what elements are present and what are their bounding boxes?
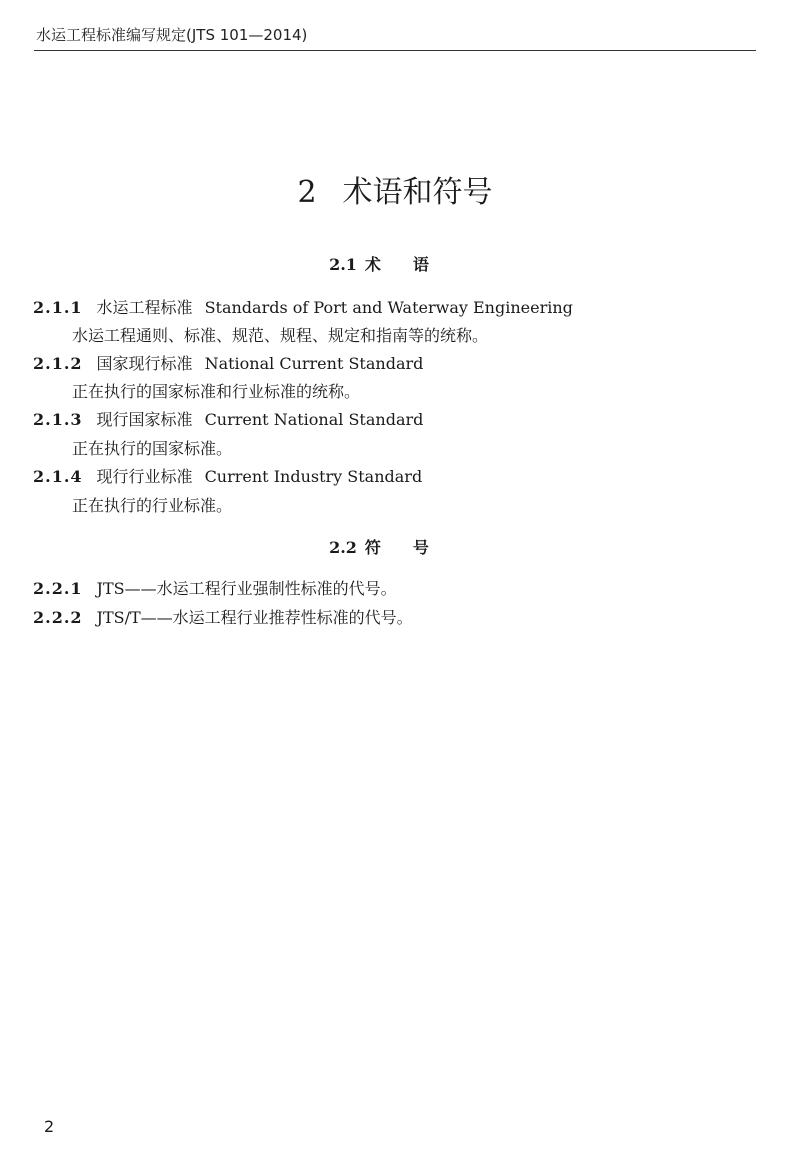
- symbol-clause: [33, 577, 397, 601]
- term-zh: 国家现行标准: [96, 354, 193, 373]
- page-number: 2: [44, 1117, 55, 1136]
- clause-number: 2.1.3: [33, 410, 83, 429]
- chapter-title-text: 术语和符号: [342, 175, 493, 210]
- clause-number: 2.1.4: [33, 467, 83, 486]
- term-definition: 水运工程通则、标准、规范、规程、规定和指南等的统称。: [72, 326, 489, 345]
- clause-number: 2.1.2: [33, 354, 83, 373]
- term-clause: [33, 465, 422, 489]
- term-definition: 正在执行的国家标准。: [72, 439, 233, 458]
- term-clause: [33, 408, 423, 432]
- section-title: 符号: [364, 538, 461, 557]
- term-clause: [33, 296, 573, 320]
- clause-number: 2.1.1: [33, 298, 83, 317]
- symbol-text: JTS/T——水运工程行业推荐性标准的代号。: [96, 608, 413, 627]
- term-zh: 现行国家标准: [96, 410, 193, 429]
- term-definition: 正在执行的国家标准和行业标准的统称。: [72, 382, 361, 401]
- term-zh: 水运工程标准: [96, 298, 193, 317]
- term-en: Current National Standard: [204, 410, 424, 429]
- section-title: 术语: [364, 255, 461, 274]
- header-rule: [34, 50, 756, 51]
- section-heading-2-2: [0, 537, 790, 559]
- section-number: 2.1: [329, 255, 357, 274]
- running-header: 水运工程标准编写规定(JTS 101—2014): [36, 26, 308, 44]
- term-en: Current Industry Standard: [204, 467, 423, 486]
- term-definition: 正在执行的行业标准。: [72, 496, 233, 515]
- chapter-title: [0, 172, 790, 214]
- term-en: National Current Standard: [204, 354, 424, 373]
- term-clause: [33, 352, 423, 376]
- term-zh: 现行行业标准: [96, 467, 193, 486]
- chapter-number: 2: [297, 175, 317, 210]
- clause-number: 2.2.1: [33, 579, 83, 598]
- clause-number: 2.2.2: [33, 608, 83, 627]
- symbol-text: JTS——水运工程行业强制性标准的代号。: [96, 579, 397, 598]
- symbol-clause: [33, 606, 413, 630]
- term-en: Standards of Port and Waterway Engineering: [204, 298, 573, 317]
- section-heading-2-1: [0, 254, 790, 276]
- section-number: 2.2: [329, 538, 357, 557]
